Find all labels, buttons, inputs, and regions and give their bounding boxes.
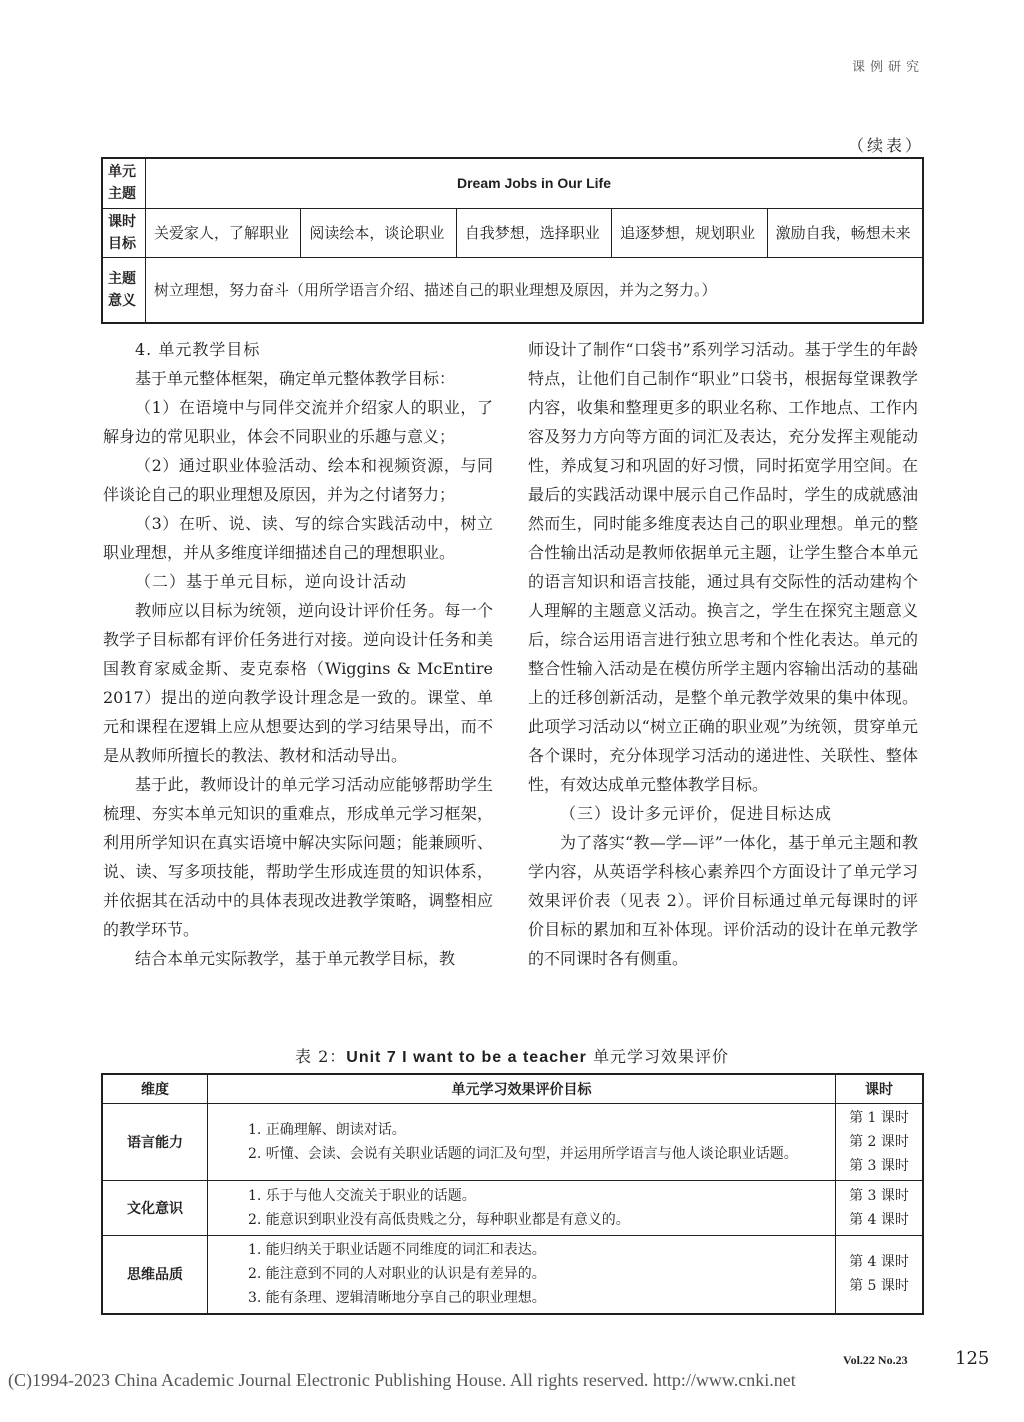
row-label-meaning: 主题 意义 — [102, 257, 146, 323]
section-heading: 4. 单元教学目标 — [135, 340, 261, 359]
page-number: 125 — [955, 1348, 990, 1369]
hours-cell: 第 4 课时 第 5 课时 — [836, 1236, 924, 1314]
dimension-cell: 思维品质 — [102, 1236, 208, 1314]
lesson-goal: 关爱家人，了解职业 — [146, 208, 301, 257]
table-row — [102, 208, 923, 257]
table-continued-label: （续表） — [847, 136, 924, 155]
volume-issue: Vol.22 No.23 — [843, 1353, 908, 1367]
unit-framework-table — [101, 157, 924, 324]
column-header: 课时 — [836, 1074, 924, 1104]
theme-meaning: 树立理想，努力奋斗（用所学语言介绍、描述自己的职业理想及原因，并为之努力。） — [146, 257, 924, 323]
left-column — [103, 335, 493, 973]
paragraph: （1）在语境中与同伴交流并介绍家人的职业，了解身边的常见职业，体会不同职业的乐趣与意义； — [103, 398, 493, 446]
section-heading: （三）设计多元评价，促进目标达成 — [560, 804, 833, 823]
paragraph: （3）在听、说、读、写的综合实践活动中，树立职业理想，并从多维度详细描述自己的理想职业。 — [103, 514, 493, 562]
paragraph: （2）通过职业体验活动、绘本和视频资源，与同伴谈论自己的职业理想及原因，并为之付诸努力； — [103, 456, 493, 504]
paragraph: 为了落实“教—学—评”一体化，基于单元主题和教学内容，从英语学科核心素养四个方面设计了单元学习效果评价表（见表 2）。评价目标通过单元每课时的评价目标的累加和互补体现。评价活动的设计在单元教学的不同课时各有侧重。 — [528, 833, 918, 968]
paragraph: 教师应以目标为统领，逆向设计评价任务。每一个教学子目标都有评价任务进行对接。逆向设计任务和美国教育家威金斯、麦克泰格（Wiggins & McEntire 2017）提出的逆向教学设计理念是一致的。课堂、单元和课程在逻辑上应从想要达到的学习结果导出，而不是从教师所擅长的教法、教材和活动导出。 — [103, 601, 493, 765]
paragraph: 基于单元整体框架，确定单元整体教学目标： — [135, 369, 456, 388]
right-column — [528, 335, 918, 973]
running-header: 课例研究 — [851, 60, 924, 75]
paragraph: 结合本单元实际教学，基于单元教学目标，教 — [135, 949, 456, 968]
lesson-goal: 阅读绘本，谈论职业 — [301, 208, 456, 257]
lesson-goal: 自我梦想，选择职业 — [456, 208, 611, 257]
lesson-goal: 激励自我，畅想未来 — [767, 208, 923, 257]
table2-caption: 表 2：Unit 7 I want to be a teacher 单元学习效果评价 — [295, 1047, 729, 1066]
row-label-unit: 单元 主题 — [102, 158, 146, 208]
hours-cell: 第 1 课时 第 2 课时 第 3 课时 — [836, 1104, 924, 1181]
table-header-row — [102, 1074, 923, 1104]
table-row — [102, 1181, 923, 1236]
copyright-footer: (C)1994-2023 China Academic Journal Electronic Publishing House. All rights reserved. http://www.cnki.net — [8, 1370, 796, 1390]
table-row — [102, 158, 923, 208]
lesson-goal: 追逐梦想，规划职业 — [612, 208, 767, 257]
column-header: 维度 — [102, 1074, 208, 1104]
column-header: 单元学习效果评价目标 — [208, 1074, 836, 1104]
paragraph: 师设计了制作“口袋书”系列学习活动。基于学生的年龄特点，让他们自己制作“职业”口袋书，根据每堂课教学内容，收集和整理更多的职业名称、工作地点、工作内容及努力方向等方面的词汇及表达，充分发挥主观能动性，养成复习和巩固的好习惯，同时拓宽学用空间。在最后的实践活动课中展示自己作品时，学生的成就感油然而生，同时能多维度表达自己的职业理想。单元的整合性输出活动是教师依据单元主题，让学生整合本单元的语言知识和语言技能，通过具有交际性的活动建构个人理解的主题意义活动。换言之，学生在探究主题意义后，综合运用语言进行独立思考和个性化表达。单元的整合性输入活动是在模仿所学主题内容输出活动的基础上的迁移创新活动，是整个单元教学效果的集中体现。此项学习活动以“树立正确的职业观”为统领，贯穿单元各个课时，充分体现学习活动的递进性、关联性、整体性，有效达成单元整体教学目标。 — [528, 340, 918, 794]
goals-cell: 1. 能归纳关于职业话题不同维度的词汇和表达。 2. 能注意到不同的人对职业的认识是有差异的。 3. 能有条理、逻辑清晰地分享自己的职业理想。 — [208, 1236, 836, 1314]
table-row — [102, 1236, 923, 1314]
unit-theme: Dream Jobs in Our Life — [146, 158, 924, 208]
dimension-cell: 语言能力 — [102, 1104, 208, 1181]
section-heading: （二）基于单元目标，逆向设计活动 — [135, 572, 408, 591]
evaluation-table — [101, 1073, 924, 1315]
dimension-cell: 文化意识 — [102, 1181, 208, 1236]
row-label-goals: 课时 目标 — [102, 208, 146, 257]
goals-cell: 1. 乐于与他人交流关于职业的话题。 2. 能意识到职业没有高低贵贱之分，每种职业都是有意义的。 — [208, 1181, 836, 1236]
table-row — [102, 257, 923, 323]
goals-cell: 1. 正确理解、朗读对话。 2. 听懂、会读、会说有关职业话题的词汇及句型，并运用所学语言与他人谈论职业话题。 — [208, 1104, 836, 1181]
paragraph: 基于此，教师设计的单元学习活动应能够帮助学生梳理、夯实本单元知识的重难点，形成单元学习框架，利用所学知识在真实语境中解决实际问题；能兼顾听、说、读、写多项技能，帮助学生形成连贯的知识体系，并依据其在活动中的具体表现改进教学策略，调整相应的教学环节。 — [103, 775, 493, 939]
hours-cell: 第 3 课时 第 4 课时 — [836, 1181, 924, 1236]
table-row — [102, 1104, 923, 1181]
